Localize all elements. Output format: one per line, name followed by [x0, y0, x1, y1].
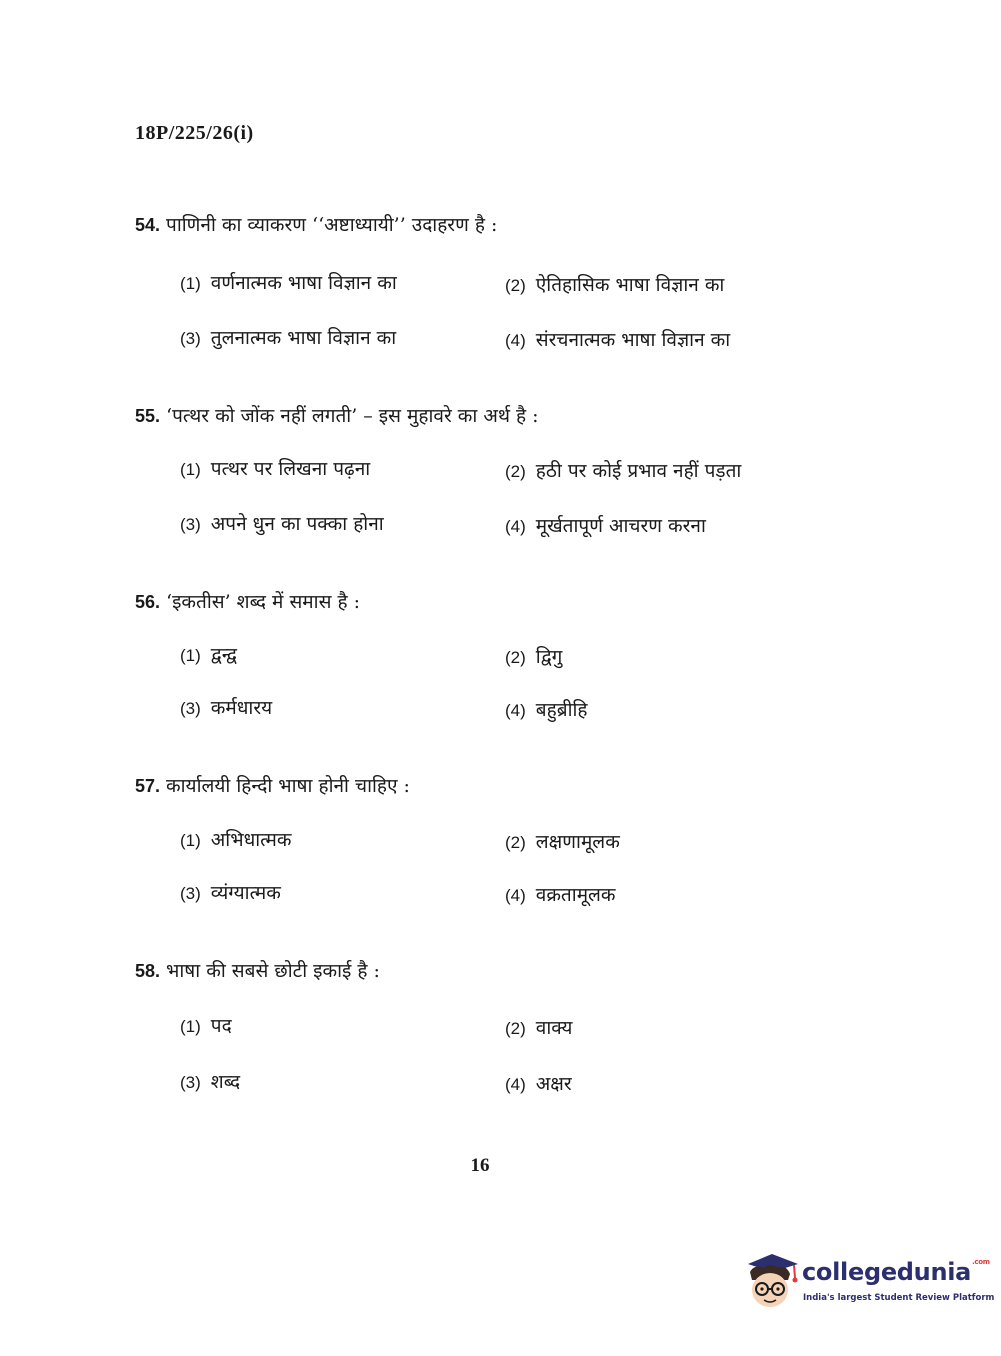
question-number: 57.	[135, 776, 161, 796]
option-text: कर्मधारय	[210, 697, 273, 719]
option-number: (4)	[505, 331, 526, 350]
question-stem	[135, 958, 895, 984]
question-text: ‘इकतीस’ शब्द में समास है :	[166, 591, 360, 613]
option-number: (3)	[180, 515, 201, 534]
option-54-1	[180, 270, 397, 297]
question-text: ‘पत्थर को जोंक नहीं लगती’ – इस मुहावरे का अर्थ है :	[166, 405, 539, 427]
collegedunia-watermark	[742, 1250, 995, 1314]
option-number: (2)	[505, 276, 526, 295]
option-number: (2)	[505, 462, 526, 481]
option-text: अभिधात्मक	[210, 829, 292, 851]
option-text: हठी पर कोई प्रभाव नहीं पड़ता	[535, 460, 742, 482]
question-number: 56.	[135, 592, 161, 612]
option-number: (1)	[180, 274, 201, 293]
option-56-3	[180, 695, 272, 722]
option-55-2	[505, 458, 741, 485]
option-58-2	[505, 1015, 572, 1042]
question-stem	[135, 212, 895, 238]
option-number: (1)	[180, 646, 201, 665]
option-number: (4)	[505, 701, 526, 720]
question-number: 55.	[135, 406, 161, 426]
option-57-4	[505, 882, 616, 909]
question-54	[135, 212, 895, 238]
option-text: लक्षणामूलक	[535, 831, 620, 853]
option-56-1	[180, 642, 237, 669]
option-57-2	[505, 829, 620, 856]
option-56-4	[505, 697, 588, 724]
option-text: द्विगु	[535, 646, 563, 668]
option-number: (2)	[505, 648, 526, 667]
page-number: 16	[470, 1155, 490, 1176]
option-text: तुलनात्मक भाषा विज्ञान का	[210, 327, 397, 349]
option-56-2	[505, 644, 562, 671]
option-text: संरचनात्मक भाषा विज्ञान का	[535, 329, 731, 351]
question-stem	[135, 773, 895, 799]
option-text: वर्णनात्मक भाषा विज्ञान का	[210, 272, 397, 294]
question-stem	[135, 589, 895, 615]
option-54-2	[505, 272, 724, 299]
option-number: (3)	[180, 699, 201, 718]
option-text: मूर्खतापूर्ण आचरण करना	[535, 515, 706, 537]
question-number: 58.	[135, 961, 161, 981]
brand-suffix: .com	[972, 1258, 990, 1266]
option-number: (3)	[180, 1073, 201, 1092]
option-number: (2)	[505, 1019, 526, 1038]
option-58-4	[505, 1071, 572, 1098]
option-text: शब्द	[210, 1071, 241, 1093]
option-57-1	[180, 827, 291, 854]
mascot-logo-icon	[742, 1250, 800, 1312]
option-58-1	[180, 1013, 232, 1040]
option-57-3	[180, 880, 281, 907]
option-54-4	[505, 327, 730, 354]
question-stem	[135, 403, 895, 429]
option-number: (1)	[180, 831, 201, 850]
question-55	[135, 403, 895, 429]
question-57	[135, 773, 895, 799]
option-text: व्यंग्यात्मक	[210, 882, 281, 904]
option-54-3	[180, 325, 396, 352]
option-text: ऐतिहासिक भाषा विज्ञान का	[535, 274, 725, 296]
question-56	[135, 589, 895, 615]
option-number: (2)	[505, 833, 526, 852]
option-text: पद	[210, 1015, 232, 1037]
question-number: 54.	[135, 215, 161, 235]
option-text: बहुब्रीहि	[535, 699, 588, 721]
question-text: कार्यालयी हिन्दी भाषा होनी चाहिए :	[166, 775, 410, 797]
question-58	[135, 958, 895, 984]
option-55-1	[180, 456, 370, 483]
option-58-3	[180, 1069, 240, 1096]
option-number: (1)	[180, 460, 201, 479]
option-text: पत्थर पर लिखना पढ़ना	[210, 458, 371, 480]
option-number: (3)	[180, 884, 201, 903]
option-text: वक्रतामूलक	[535, 884, 616, 906]
option-number: (4)	[505, 1075, 526, 1094]
option-text: अक्षर	[535, 1073, 572, 1095]
option-text: द्वन्द्व	[210, 644, 237, 666]
option-number: (4)	[505, 886, 526, 905]
option-number: (3)	[180, 329, 201, 348]
option-55-3	[180, 511, 384, 538]
paper-code: 18P/225/26(i)	[135, 122, 254, 144]
brand-tagline: India's largest Student Review Platform	[803, 1293, 995, 1303]
option-text: अपने धुन का पक्का होना	[210, 513, 384, 535]
question-text: पाणिनी का व्याकरण ‘‘अष्टाध्यायी’’ उदाहरण है :	[166, 214, 498, 236]
option-number: (1)	[180, 1017, 201, 1036]
option-text: वाक्य	[535, 1017, 573, 1039]
question-text: भाषा की सबसे छोटी इकाई है :	[166, 960, 380, 982]
brand-name: collegedunia$^{.com}$	[802, 1258, 990, 1286]
option-number: (4)	[505, 517, 526, 536]
option-55-4	[505, 513, 706, 540]
